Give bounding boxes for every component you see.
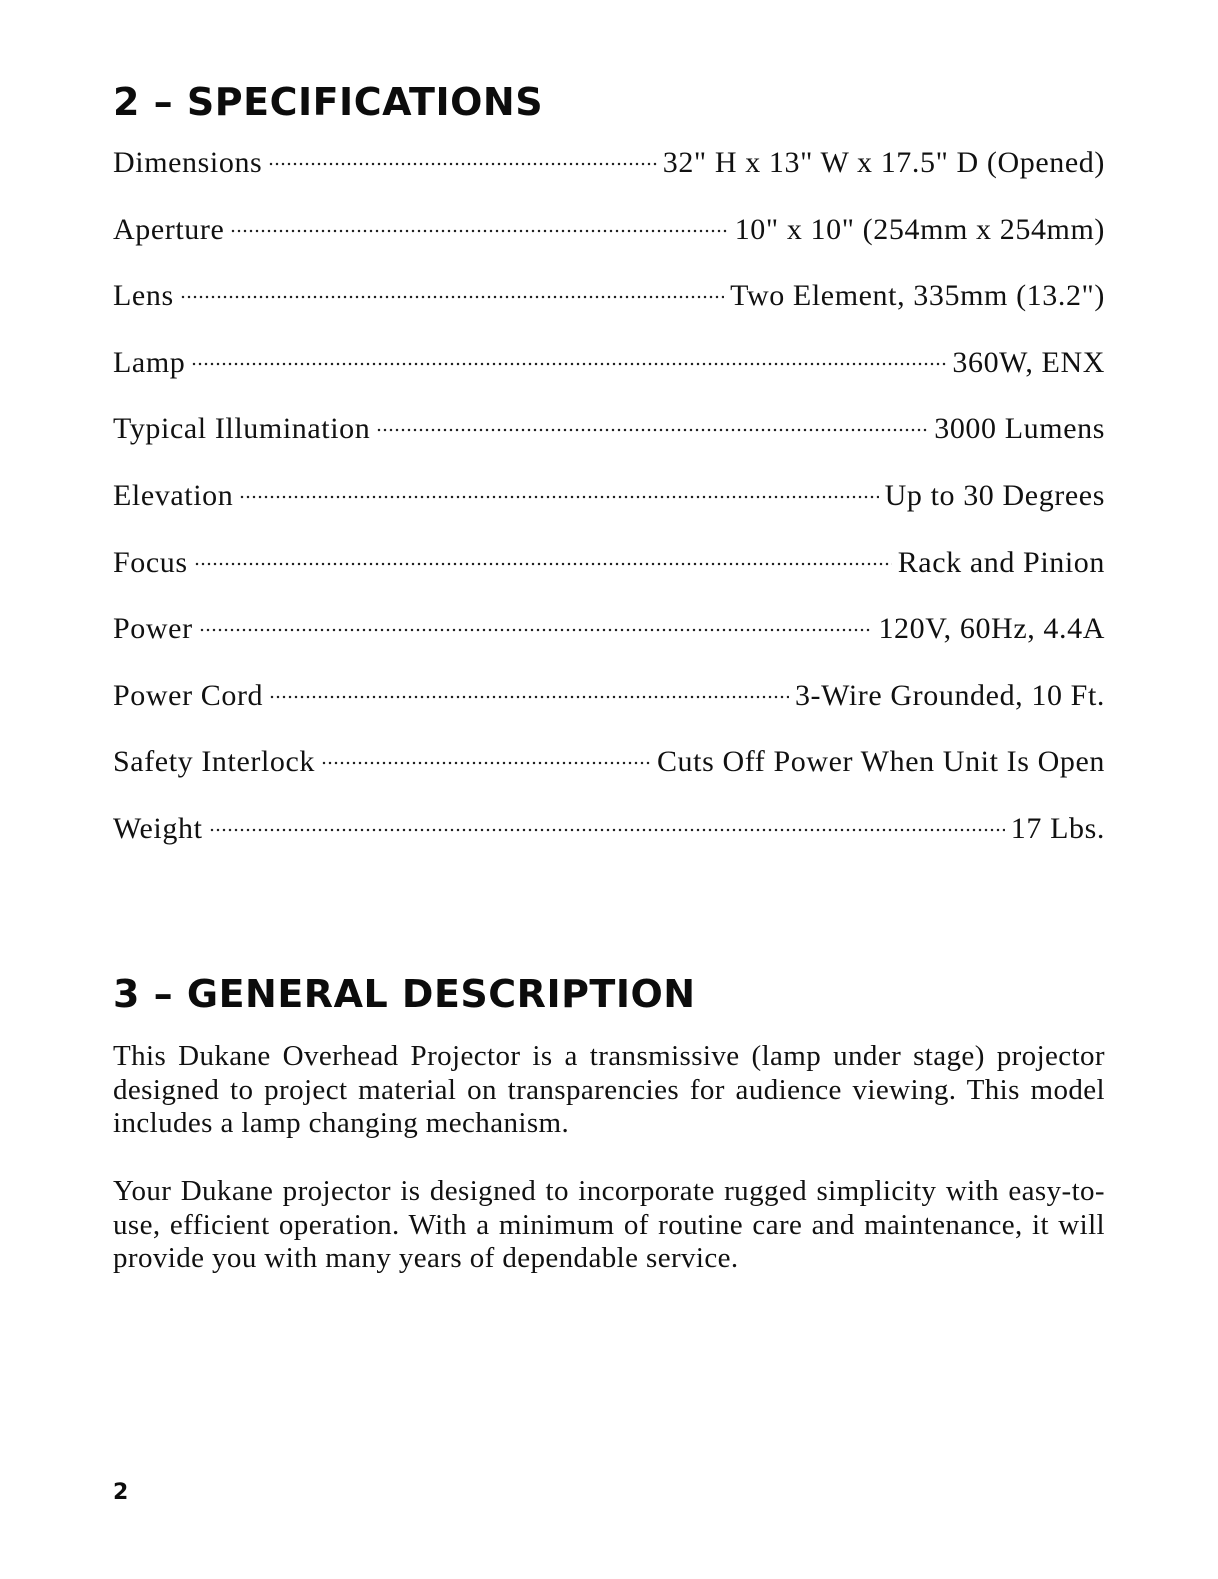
dot-leader	[239, 495, 878, 499]
general-description-heading: 3 – GENERAL DESCRIPTION	[113, 972, 696, 1016]
spec-row-power	[113, 612, 1105, 679]
spec-value: Cuts Off Power When Unit Is Open	[656, 745, 1105, 779]
spec-value: 120V, 60Hz, 4.4A	[878, 612, 1105, 646]
dot-leader	[191, 362, 946, 366]
spec-label: Lens	[113, 279, 174, 313]
spec-label: Weight	[113, 811, 203, 845]
spec-label: Aperture	[113, 212, 225, 246]
spec-row-typical-illumination	[113, 412, 1105, 479]
spec-label: Safety Interlock	[113, 745, 316, 779]
spec-label: Power	[113, 612, 193, 646]
spec-value: Up to 30 Degrees	[884, 478, 1105, 512]
spec-row-weight	[113, 812, 1105, 879]
spec-label: Power Cord	[113, 678, 264, 712]
spec-value: Two Element, 335mm (13.2")	[730, 279, 1105, 313]
dot-leader	[268, 162, 656, 166]
description-paragraph: This Dukane Overhead Projector is a transmissive (lamp under stage) projector designed to project material on transparencies for audience viewing. This model includes a lamp changing mechanism.	[113, 1040, 1105, 1139]
spec-label: Elevation	[113, 478, 234, 512]
dot-leader	[194, 562, 892, 566]
spec-row-lens	[113, 279, 1105, 346]
spec-row-power-cord	[113, 679, 1105, 746]
spec-row-aperture	[113, 213, 1105, 280]
dot-leader	[209, 828, 1005, 832]
dot-leader	[321, 761, 651, 765]
spec-value: 32" H x 13" W x 17.5" D (Opened)	[662, 146, 1105, 179]
spec-label: Focus	[113, 545, 188, 579]
spec-value: 360W, ENX	[952, 345, 1105, 379]
page-number: 2	[113, 1480, 129, 1505]
spec-value: 10" x 10" (254mm x 254mm)	[734, 212, 1105, 246]
dot-leader	[180, 295, 724, 299]
dot-leader	[199, 628, 873, 632]
dot-leader	[269, 695, 789, 699]
specifications-heading: 2 – SPECIFICATIONS	[113, 80, 544, 124]
spec-row-focus	[113, 546, 1105, 613]
specifications-list	[113, 146, 1105, 879]
spec-row-dimensions	[113, 146, 1105, 213]
spec-value: Rack and Pinion	[897, 545, 1105, 579]
spec-row-lamp	[113, 346, 1105, 413]
spec-label: Lamp	[113, 345, 186, 379]
spec-row-safety-interlock	[113, 745, 1105, 812]
dot-leader	[376, 428, 928, 432]
spec-label: Dimensions	[113, 146, 263, 179]
dot-leader	[230, 229, 728, 233]
spec-value: 3000 Lumens	[934, 412, 1105, 446]
spec-value: 3-Wire Grounded, 10 Ft.	[794, 678, 1105, 712]
spec-label: Typical Illumination	[113, 412, 371, 446]
spec-row-elevation	[113, 479, 1105, 546]
spec-value: 17 Lbs.	[1010, 811, 1105, 845]
description-paragraph: Your Dukane projector is designed to incorporate rugged simplicity with easy-to-use, efficient operation. With a minimum of routine care and maintenance, it will provide you with many years of dependable service.	[113, 1175, 1105, 1274]
